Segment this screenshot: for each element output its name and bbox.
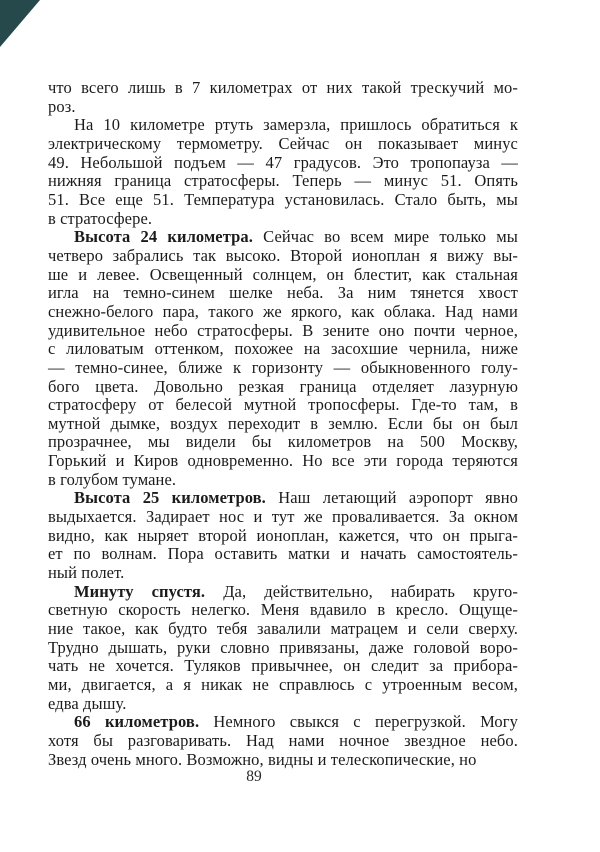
page-number: 89 bbox=[246, 768, 262, 785]
text-line: едва дышу. bbox=[48, 693, 127, 713]
text-line: 51. Все еще 51. Температура установилась. Стало быть, мы bbox=[48, 189, 518, 209]
text-line: электрическому термометру. Сейчас он показывает минус bbox=[48, 133, 518, 153]
text-line: нижняя граница стратосферы. Теперь — минус 51. Опять bbox=[48, 171, 518, 191]
text-line: роз. bbox=[48, 96, 76, 116]
text-line: чать не хочется. Туляков привычнее, он следит за прибора- bbox=[48, 656, 518, 676]
text-line: стратосферу от белесой мутной тропосферы. Где-то там, в bbox=[48, 395, 518, 415]
text-line: ми, двигается, а я никак не справлюсь с утроенным весом, bbox=[48, 675, 518, 694]
text-line: На 10 километре ртуть замерзла, пришлось обратиться к bbox=[74, 115, 518, 135]
text-line: удивительное небо стратосферы. В зените оно почти черное, bbox=[48, 320, 518, 340]
text-line: ет по волнам. Пора оставить матки и начать самостоятель- bbox=[48, 544, 518, 564]
text-line: снежно-белого пара, такого же яркого, как облака. Над нами bbox=[48, 301, 518, 321]
text-line: мутной дымке, воздух переходит в землю. Если бы он был bbox=[48, 413, 518, 433]
paragraph bbox=[48, 583, 518, 714]
text-block bbox=[48, 79, 518, 769]
paragraph-lead: 66 километров. bbox=[74, 712, 200, 732]
paragraph bbox=[48, 116, 518, 228]
text-line: Минуту спустя. Да, действительно, набирать круго- bbox=[74, 581, 518, 601]
text-line: ше и левее. Освещенный солнцем, он блестит, как стальная bbox=[48, 264, 518, 284]
text-line: что всего лишь в 7 километрах от них такой трескучий мо- bbox=[48, 78, 518, 97]
text-line: в голубом тумане. bbox=[48, 469, 177, 489]
paragraph bbox=[48, 228, 518, 489]
text-line: Высота 24 километра. Сейчас во всем мире только мы bbox=[74, 227, 518, 247]
paragraph-lead: Минуту спустя. bbox=[74, 581, 206, 601]
text-line: Звезд очень много. Возможно, видны и телескопические, но bbox=[48, 749, 477, 769]
text-line: с лиловатым оттенком, похожее на засохшие чернила, ниже bbox=[48, 339, 518, 359]
text-line: 49. Небольшой подъем — 47 градусов. Это тропопауза — bbox=[48, 152, 518, 172]
text-line: игла на темно-синем шелке неба. За ним тянется хвост bbox=[48, 283, 518, 303]
text-line: бого цвета. Довольно резкая граница отделяет лазурную bbox=[48, 376, 518, 396]
text-line: прозрачнее, мы видели бы километров на 500 Москву, bbox=[48, 432, 518, 452]
text-line: хотя бы разговаривать. Над нами ночное звездное небо. bbox=[48, 730, 518, 750]
paragraph bbox=[48, 489, 518, 582]
paragraph-lead: Высота 24 километра. bbox=[74, 227, 253, 247]
paragraph-lead: Высота 25 километров. bbox=[74, 488, 266, 508]
text-line: Трудно дышать, руки словно привязаны, даже головой воро- bbox=[48, 637, 518, 657]
text-line: ный полет. bbox=[48, 563, 125, 583]
text-line: 66 километров. Немного свыкся с перегрузкой. Могу bbox=[74, 712, 518, 732]
paragraph bbox=[48, 713, 518, 769]
text-line: светную скорость нелегко. Меня вдавило в кресло. Ощуще- bbox=[48, 600, 518, 620]
text-line: выдыхается. Задирает нос и тут же проваливается. За окном bbox=[48, 507, 518, 527]
text-line: Высота 25 километров. Наш летающий аэропорт явно bbox=[74, 488, 519, 508]
page-corner-fold-triangle bbox=[0, 0, 40, 47]
text-line: ние такое, как будто тебя завалили матрацем и сели сверху. bbox=[48, 619, 518, 639]
text-line: видно, как ныряет второй ионоплан, кажется, что он прыга- bbox=[48, 525, 518, 545]
text-line: Горький и Киров одновременно. Но все эти города теряются bbox=[48, 451, 518, 471]
text-line: четверо забрались так высоко. Второй ионоплан я вижу вы- bbox=[48, 245, 518, 265]
text-line: — темно-синее, ближе к горизонту — обыкновенного голу- bbox=[48, 357, 518, 377]
paragraph bbox=[48, 79, 518, 116]
text-line: в стратосфере. bbox=[48, 208, 153, 228]
